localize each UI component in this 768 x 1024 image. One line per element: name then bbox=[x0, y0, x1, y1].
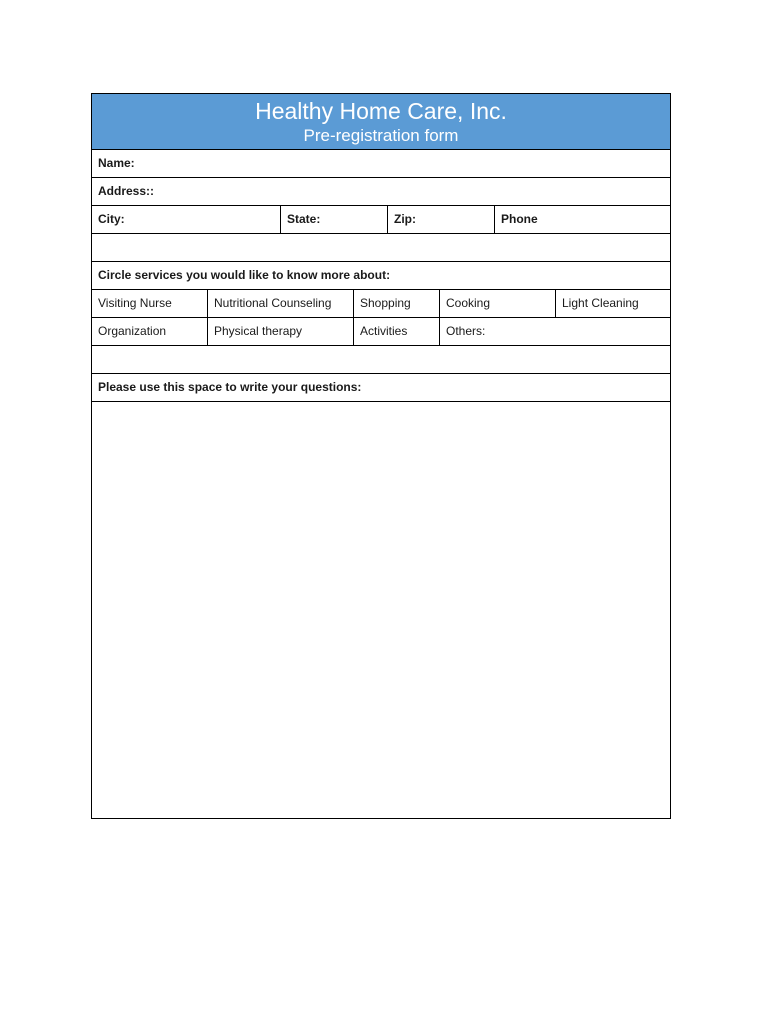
service-light-cleaning[interactable]: Light Cleaning bbox=[562, 296, 639, 310]
blank-cell bbox=[92, 234, 670, 261]
service-shopping[interactable]: Shopping bbox=[354, 290, 440, 317]
spacer-row-2 bbox=[92, 346, 670, 374]
questions-area[interactable] bbox=[92, 402, 670, 820]
address-field[interactable]: Address:: bbox=[98, 184, 155, 198]
service-others[interactable]: Others: bbox=[446, 324, 486, 338]
services-prompt: Circle services you would like to know more about: bbox=[98, 268, 391, 282]
form-header bbox=[92, 94, 670, 150]
zip-field[interactable]: Zip: bbox=[388, 206, 495, 233]
state-field[interactable]: State: bbox=[281, 206, 388, 233]
service-visiting-nurse[interactable]: Visiting Nurse bbox=[92, 290, 208, 317]
questions-prompt-row bbox=[92, 374, 670, 402]
service-physical-therapy[interactable]: Physical therapy bbox=[208, 318, 354, 345]
blank-cell bbox=[92, 346, 670, 373]
name-field[interactable]: Name: bbox=[98, 156, 135, 170]
company-title: Healthy Home Care, Inc. bbox=[255, 98, 507, 124]
phone-field[interactable]: Phone bbox=[501, 212, 538, 226]
city-state-zip-row bbox=[92, 206, 670, 234]
services-row-1 bbox=[92, 290, 670, 318]
city-field[interactable]: City: bbox=[92, 206, 281, 233]
address-row bbox=[92, 178, 670, 206]
service-cooking[interactable]: Cooking bbox=[440, 290, 556, 317]
form-subtitle: Pre-registration form bbox=[303, 126, 459, 145]
service-nutritional-counseling[interactable]: Nutritional Counseling bbox=[208, 290, 354, 317]
services-prompt-row bbox=[92, 262, 670, 290]
name-row bbox=[92, 150, 670, 178]
questions-prompt: Please use this space to write your questions: bbox=[98, 380, 362, 394]
spacer-row bbox=[92, 234, 670, 262]
service-activities[interactable]: Activities bbox=[354, 318, 440, 345]
pre-registration-form bbox=[91, 93, 671, 819]
service-organization[interactable]: Organization bbox=[92, 318, 208, 345]
services-row-2 bbox=[92, 318, 670, 346]
